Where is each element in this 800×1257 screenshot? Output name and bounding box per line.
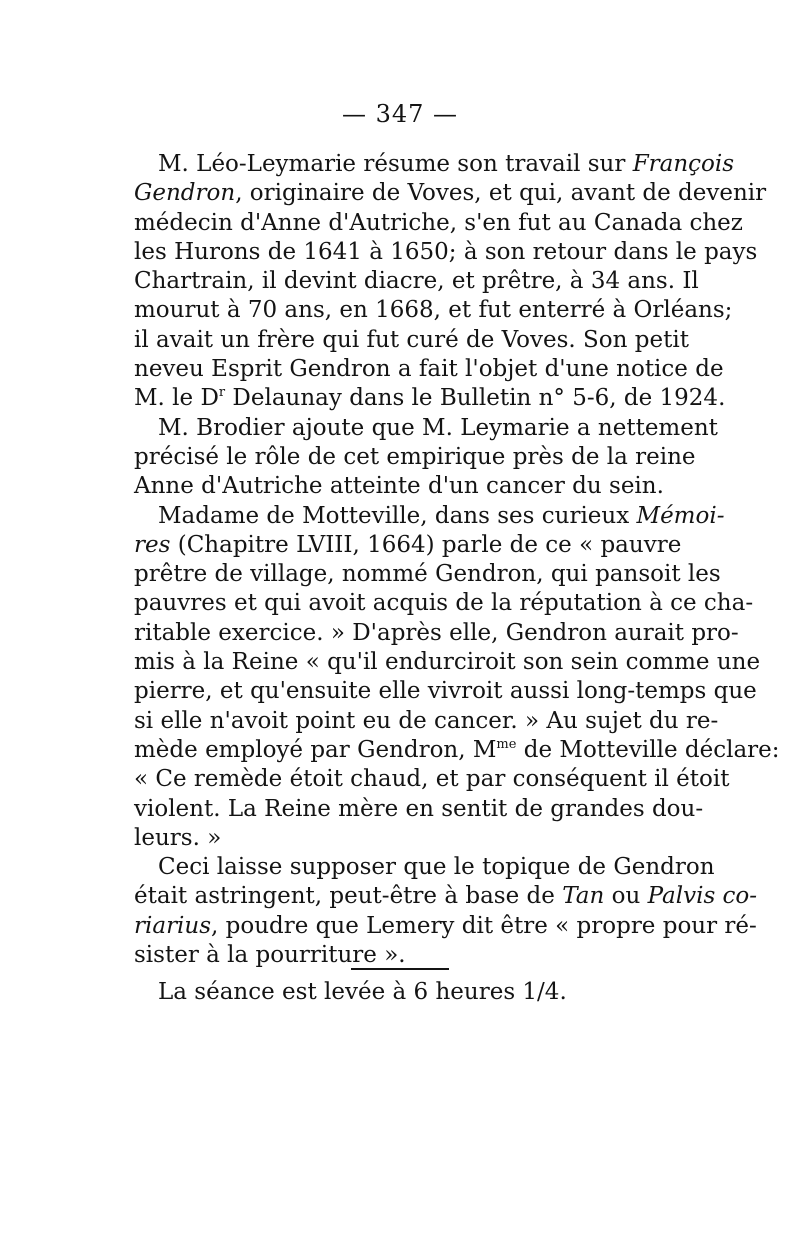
text-line: M. Brodier ajoute que M. Leymarie a nettement <box>158 414 718 441</box>
text-line: pierre, et qu'ensuite elle vivroit aussi long-temps que <box>134 678 757 705</box>
closing-line: La séance est levée à 6 heures 1/4. <box>158 979 567 1006</box>
text-line: prêtre de village, nommé Gendron, qui pansoit les <box>134 561 721 588</box>
text-line: leurs. » <box>134 824 222 851</box>
text-line: Anne d'Autriche atteinte d'un cancer du sein. <box>134 473 664 500</box>
text-line: res (Chapitre LVIII, 1664) parle de ce « pauvre <box>134 531 682 558</box>
text-line: médecin d'Anne d'Autriche, s'en fut au Canada chez <box>134 209 743 236</box>
end-rule <box>351 968 449 970</box>
text-line: sister à la pourriture ». <box>134 942 406 969</box>
text-line: M. Léo-Leymarie résume son travail sur François <box>158 151 735 177</box>
text-line: si elle n'avoit point eu de cancer. » Au sujet du re- <box>134 707 719 734</box>
text-line: violent. La Reine mère en sentit de grandes dou- <box>134 795 704 822</box>
body-text <box>134 150 780 1008</box>
text-line: M. le $D^r$ Delaunay dans le Bulletin n° 5-6, de 1924. <box>134 385 726 412</box>
page-number: — 347 — <box>341 100 459 128</box>
text-line: mourut à 70 ans, en 1668, et fut enterré à Orléans; <box>134 297 733 324</box>
text-line: pauvres et qui avoit acquis de la réputation à ce cha- <box>134 590 754 617</box>
text-line: « Ce remède étoit chaud, et par conséquent il étoit <box>134 766 730 793</box>
text-line: Chartrain, il devint diacre, et prêtre, à 34 ans. Il <box>134 268 699 295</box>
text-line: Gendron, originaire de Voves, et qui, avant de devenir <box>134 180 767 207</box>
text-line: riarius, poudre que Lemery dit être « propre pour ré- <box>134 912 757 939</box>
text-line: il avait un frère qui fut curé de Voves. Son petit <box>134 326 689 353</box>
text-line: mis à la Reine « qu'il endurciroit son sein comme une <box>134 649 761 676</box>
text-line: était astringent, peut-être à base de Tan ou Palvis co- <box>134 883 758 910</box>
text-line: Ceci laisse supposer que le topique de Gendron <box>158 854 715 881</box>
text-line: neveu Esprit Gendron a fait l'objet d'une notice de <box>134 356 724 383</box>
text-line: précisé le rôle de cet empirique près de la reine <box>134 443 696 470</box>
text-line: Madame de Motteville, dans ses curieux Mémoi- <box>158 502 725 529</box>
text-line: les Hurons de 1641 à 1650; à son retour dans le pays <box>134 238 758 265</box>
text-line: mède employé par Gendron, $M^{me}$ de Motteville déclare: <box>134 736 780 763</box>
text-line: ritable exercice. » D'après elle, Gendron aurait pro- <box>134 619 739 646</box>
